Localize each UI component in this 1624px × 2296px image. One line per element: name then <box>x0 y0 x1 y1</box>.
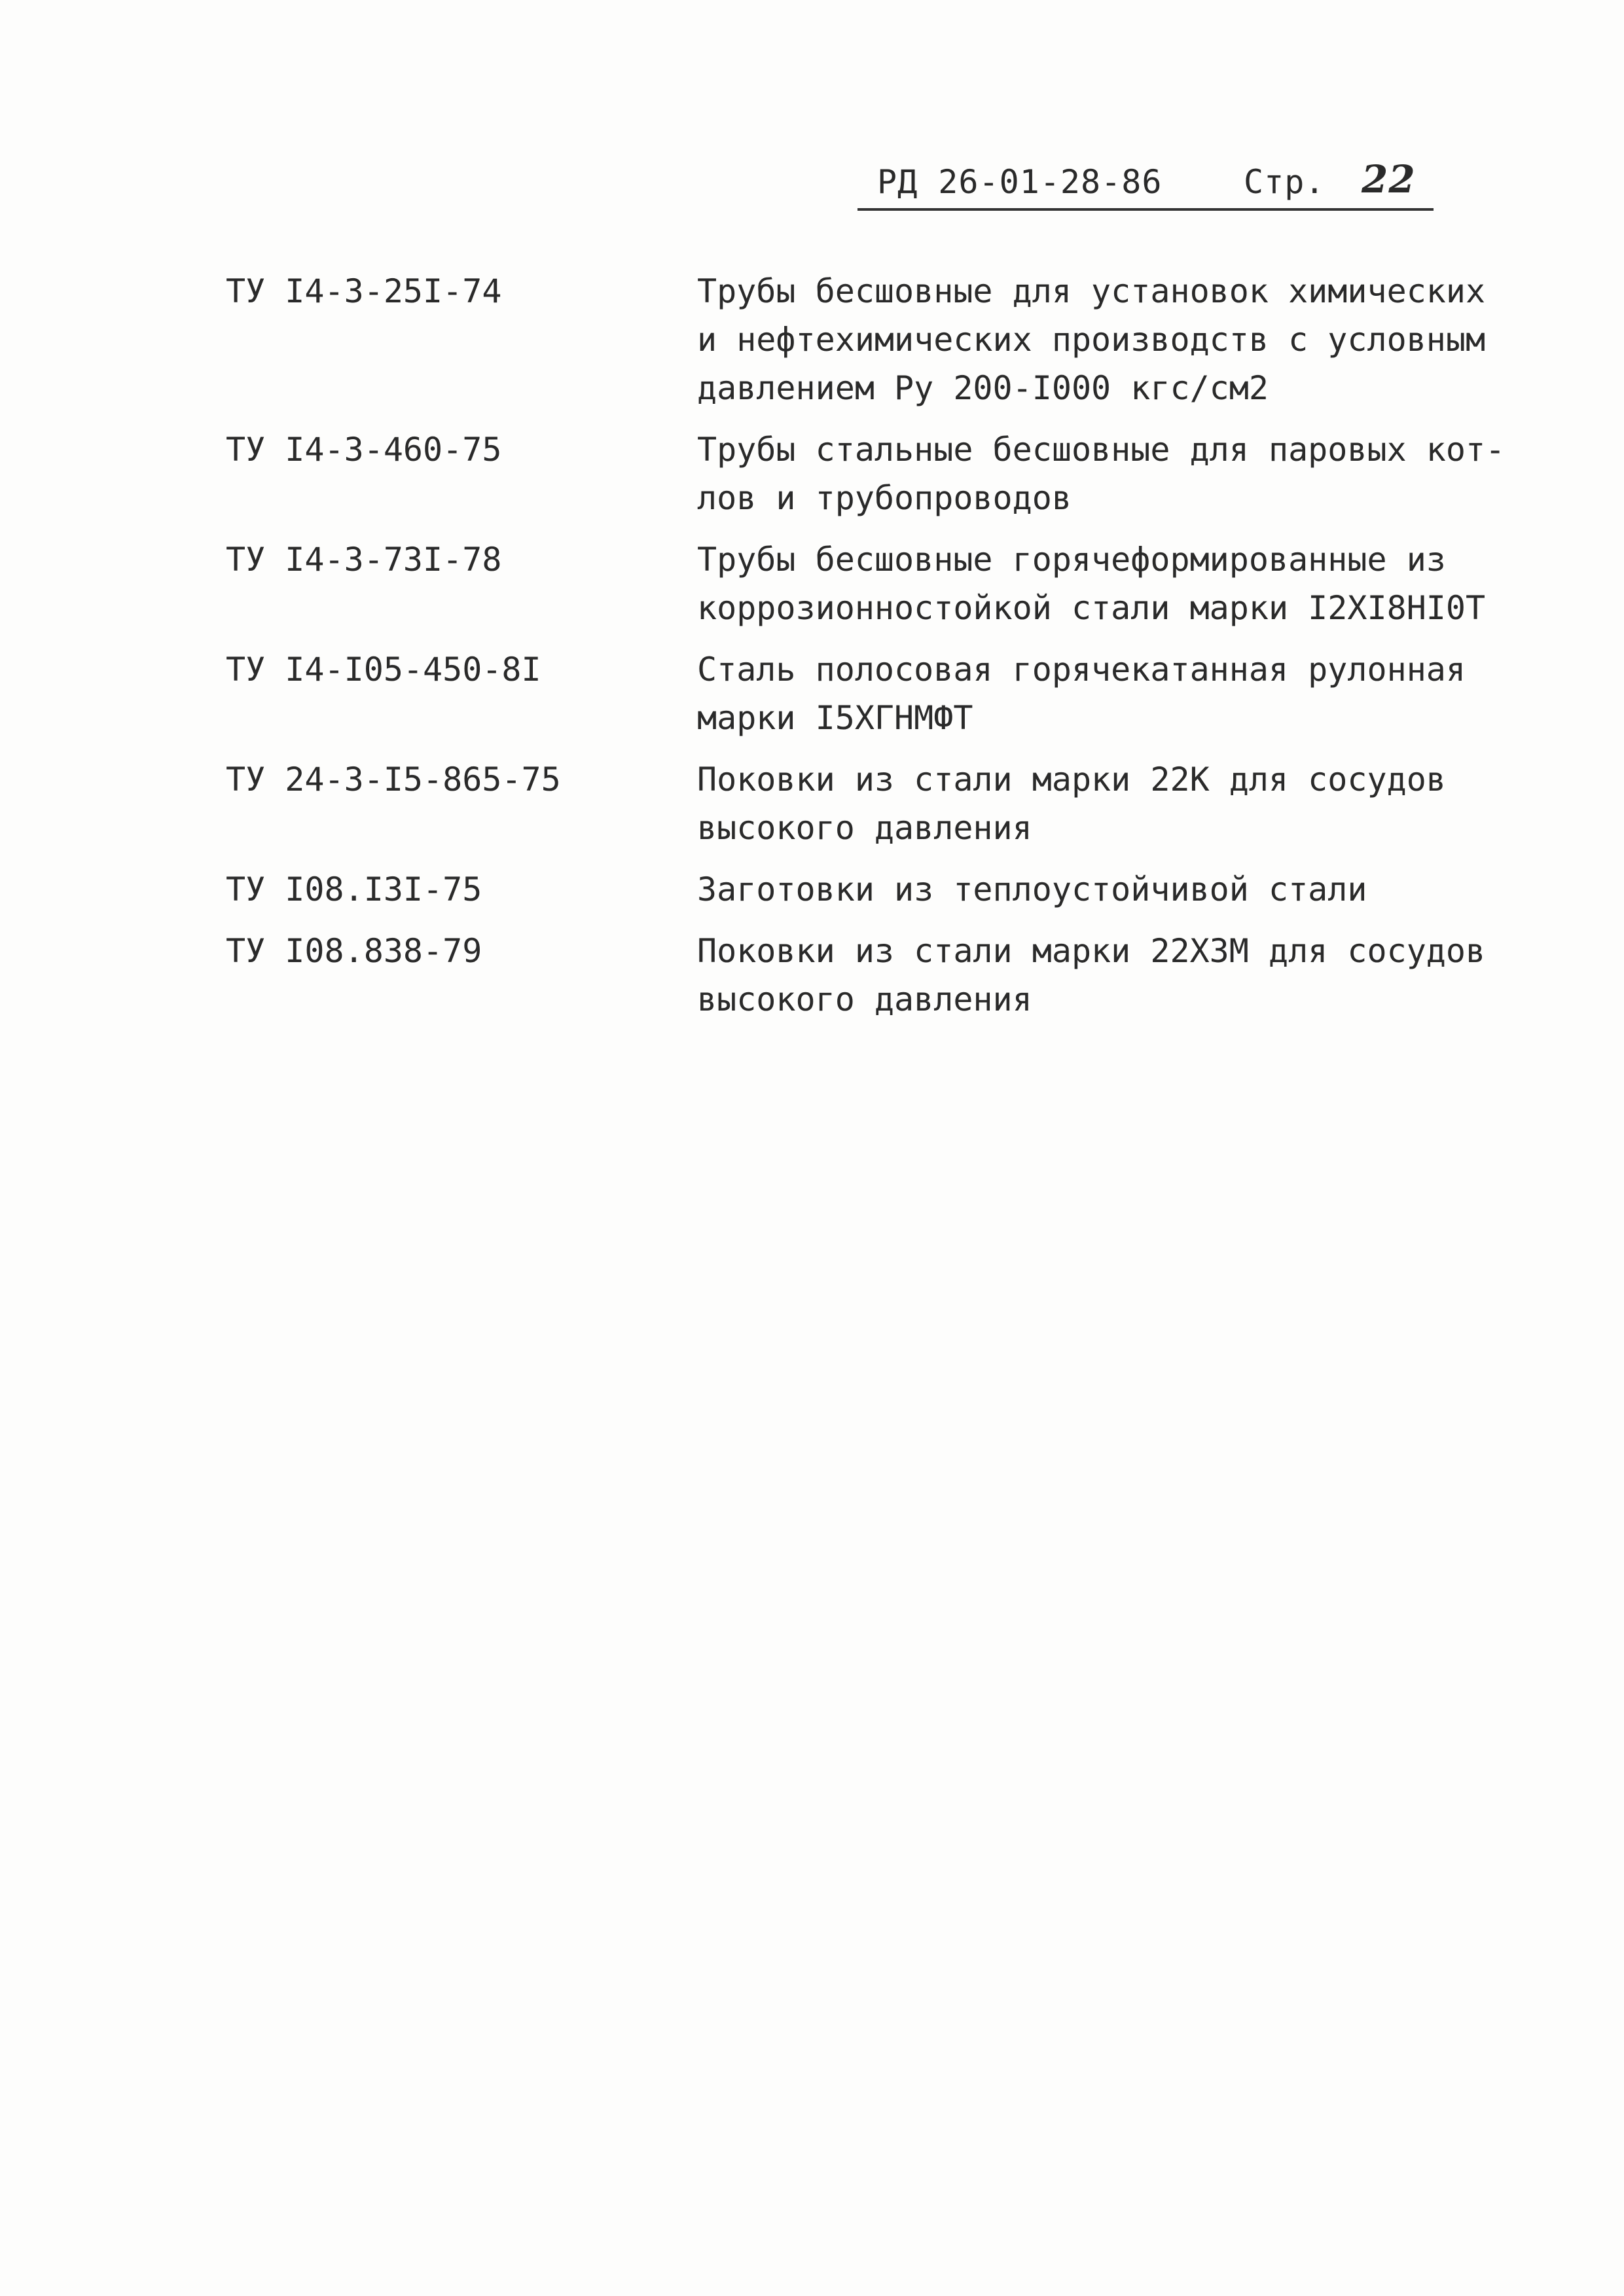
standard-description: Трубы бесшовные горячеформированные из коррозионностойкой стали марки I2XI8HI0T <box>697 541 1486 627</box>
list-item <box>226 755 1522 852</box>
list-item <box>226 865 1522 914</box>
list-item <box>226 425 1522 522</box>
standard-code: ТУ I08.838-79 <box>226 932 482 970</box>
standard-description: Заготовки из теплоустойчивой стали <box>697 870 1367 908</box>
page-label: Стр. <box>1244 163 1326 201</box>
standard-code: ТУ I08.I3I-75 <box>226 870 482 908</box>
list-item <box>226 927 1522 1024</box>
list-item <box>226 645 1522 742</box>
list-item <box>226 267 1522 412</box>
standard-code: ТУ I4-3-25I-74 <box>226 272 502 310</box>
standard-code: ТУ 24-3-I5-865-75 <box>226 761 561 798</box>
standard-code: ТУ I4-3-460-75 <box>226 431 502 469</box>
standard-description: Трубы стальные бесшовные для паровых кот- лов и трубопроводов <box>697 431 1506 517</box>
standard-code: ТУ I4-3-73I-78 <box>226 541 502 579</box>
list-item <box>226 535 1522 632</box>
standard-description: Трубы бесшовные для установок химических и нефтехимических производств с условным давлением Ру 200-I000 кгс/см2 <box>697 272 1486 407</box>
page-number: 22 <box>1362 157 1416 202</box>
standard-description: Поковки из стали марки 22К для сосудов высокого давления <box>697 761 1446 847</box>
document-code: РД 26-01-28-86 <box>877 163 1163 201</box>
standard-description: Сталь полосовая горячекатанная рулонная марки I5XГНМФТ <box>697 651 1466 737</box>
page-header <box>857 156 1434 211</box>
standard-description: Поковки из стали марки 22Х3М для сосудов высокого давления <box>697 932 1486 1018</box>
standards-list <box>226 267 1522 1024</box>
standard-code: ТУ I4-I05-450-8I <box>226 651 541 689</box>
